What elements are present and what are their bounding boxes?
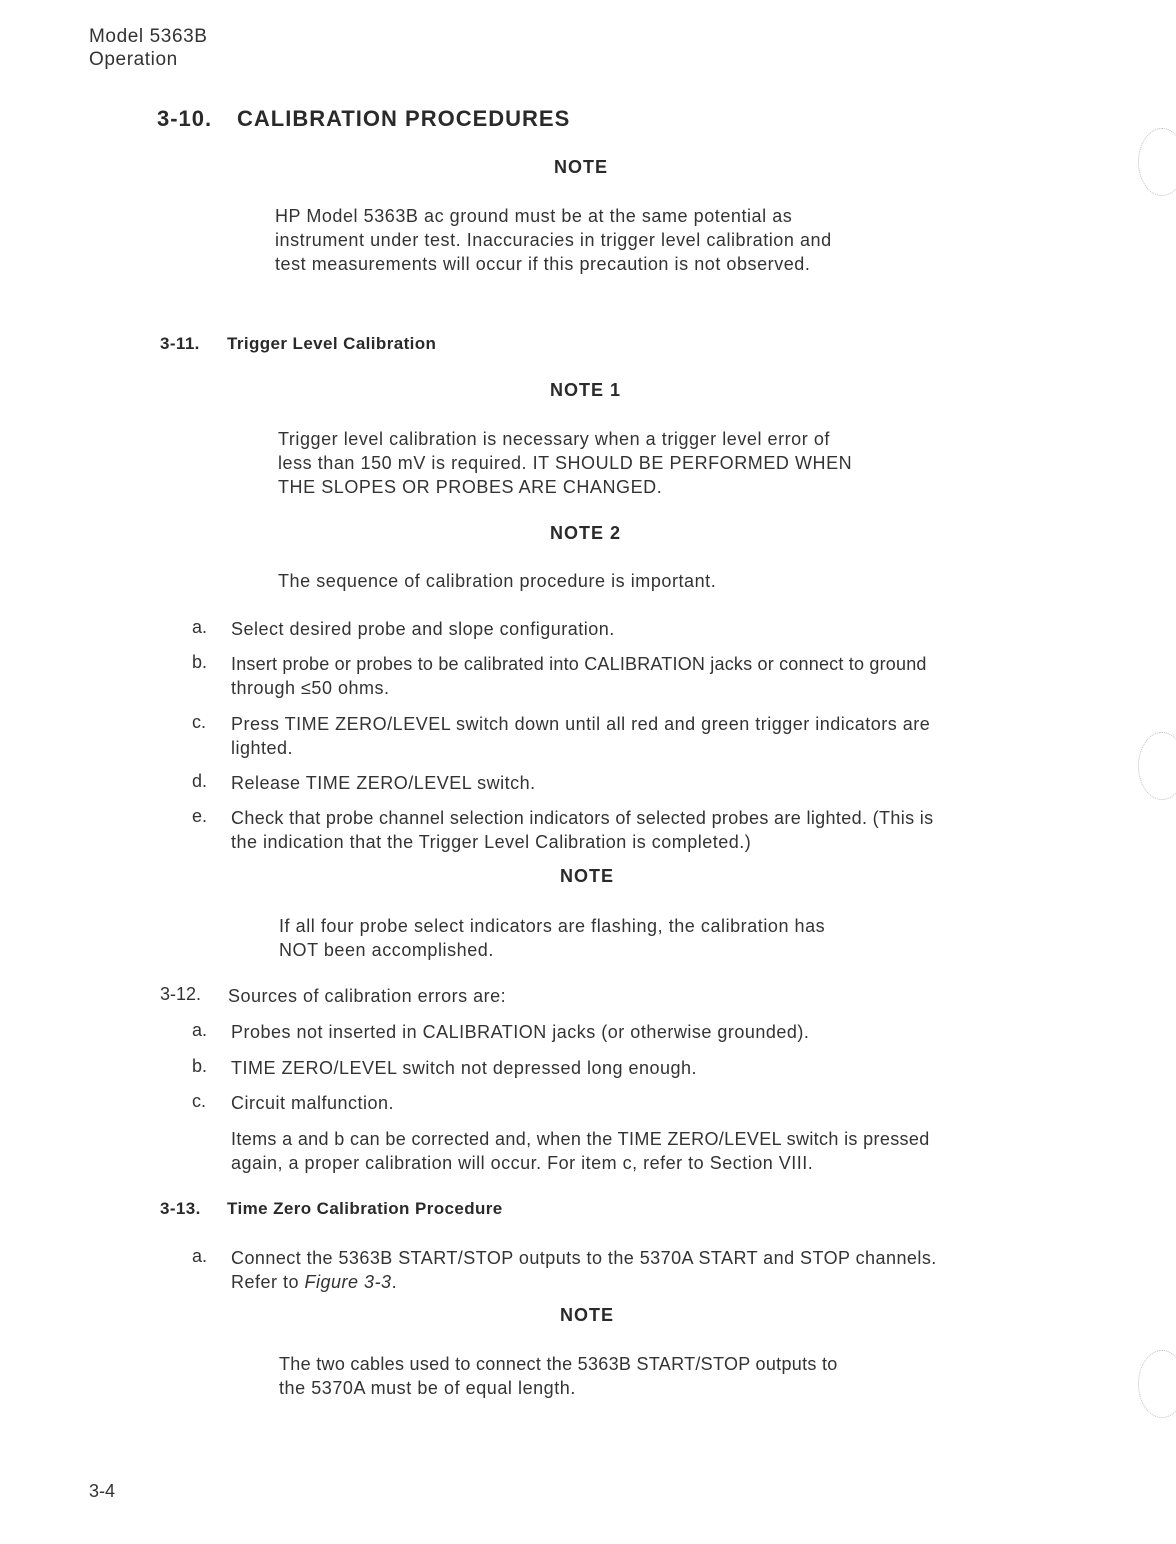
- note-3-line: If all four probe select indicators are flashing, the calibration has: [279, 916, 826, 936]
- step-text-reference: [231, 1270, 397, 1294]
- reference-suffix: .: [391, 1272, 398, 1292]
- error-source-label: c.: [192, 1091, 207, 1111]
- note-text-line: instrument under test. Inaccuracies in trigger level calibration and: [275, 230, 832, 250]
- step-text: Check that probe channel selection indicators of selected probes are lighted. (This is: [231, 808, 934, 828]
- error-source-text: TIME ZERO/LEVEL switch not depressed long enough.: [231, 1058, 698, 1078]
- note-1-line: THE SLOPES OR PROBES ARE CHANGED.: [278, 477, 663, 497]
- step-label: a.: [192, 617, 208, 637]
- reference-prefix: Refer to: [231, 1272, 305, 1292]
- step-label: d.: [192, 771, 208, 791]
- error-source-label: a.: [192, 1020, 208, 1040]
- error-source-text: Probes not inserted in CALIBRATION jacks (or otherwise grounded).: [231, 1022, 810, 1042]
- note-1-line: less than 150 mV is required. IT SHOULD BE PERFORMED WHEN: [278, 453, 853, 473]
- note-1-heading: NOTE 1: [550, 380, 622, 400]
- step-text: through ≤50 ohms.: [231, 678, 390, 698]
- section-3-10-title: CALIBRATION PROCEDURES: [237, 106, 571, 131]
- error-source-text: Circuit malfunction.: [231, 1093, 395, 1113]
- error-source-label: b.: [192, 1056, 208, 1076]
- section-3-12-closing-line: Items a and b can be corrected and, when the TIME ZERO/LEVEL switch is pressed: [231, 1129, 930, 1149]
- header-model: Model 5363B: [89, 26, 208, 47]
- section-3-12-intro: Sources of calibration errors are:: [228, 986, 507, 1006]
- note-4-heading: NOTE: [560, 1305, 615, 1325]
- step-label: a.: [192, 1246, 208, 1266]
- step-text: Insert probe or probes to be calibrated into CALIBRATION jacks or connect to ground: [231, 654, 927, 674]
- note-heading: NOTE: [554, 157, 609, 177]
- section-3-13-title: Time Zero Calibration Procedure: [227, 1199, 503, 1218]
- section-3-12-closing-line: again, a proper calibration will occur. For item c, refer to Section VIII.: [231, 1153, 814, 1173]
- note-1-line: Trigger level calibration is necessary when a trigger level error of: [278, 429, 830, 449]
- note-text-line: test measurements will occur if this precaution is not observed.: [275, 254, 811, 274]
- note-4-line: The two cables used to connect the 5363B START/STOP outputs to: [279, 1354, 838, 1374]
- step-text: lighted.: [231, 738, 294, 758]
- note-text-line: HP Model 5363B ac ground must be at the same potential as: [275, 206, 793, 226]
- step-text: Press TIME ZERO/LEVEL switch down until all red and green trigger indicators are: [231, 714, 931, 734]
- step-text: Connect the 5363B START/STOP outputs to the 5370A START and STOP channels.: [231, 1248, 937, 1268]
- page-number: 3-4: [89, 1481, 116, 1501]
- section-3-10-number: 3-10.: [157, 106, 213, 131]
- note-2-heading: NOTE 2: [550, 523, 622, 543]
- note-3-heading: NOTE: [560, 866, 615, 886]
- step-text: Release TIME ZERO/LEVEL switch.: [231, 773, 536, 793]
- section-3-11-title: Trigger Level Calibration: [227, 334, 437, 353]
- punch-hole-top: [1138, 128, 1176, 196]
- step-label: b.: [192, 652, 208, 672]
- section-3-13-number: 3-13.: [160, 1199, 201, 1218]
- section-3-11-number: 3-11.: [160, 334, 200, 353]
- step-text: the indication that the Trigger Level Calibration is completed.): [231, 832, 752, 852]
- note-3-line: NOT been accomplished.: [279, 940, 494, 960]
- section-3-12-number: 3-12.: [160, 984, 202, 1004]
- note-2-text: The sequence of calibration procedure is important.: [278, 571, 717, 591]
- step-label: e.: [192, 806, 208, 826]
- punch-hole-middle: [1138, 732, 1176, 800]
- header-section: Operation: [89, 49, 178, 70]
- step-label: c.: [192, 712, 207, 732]
- note-4-line: the 5370A must be of equal length.: [279, 1378, 576, 1398]
- step-text: Select desired probe and slope configuration.: [231, 619, 615, 639]
- punch-hole-bottom: [1138, 1350, 1176, 1418]
- figure-reference-link: Figure 3-3: [304, 1272, 392, 1292]
